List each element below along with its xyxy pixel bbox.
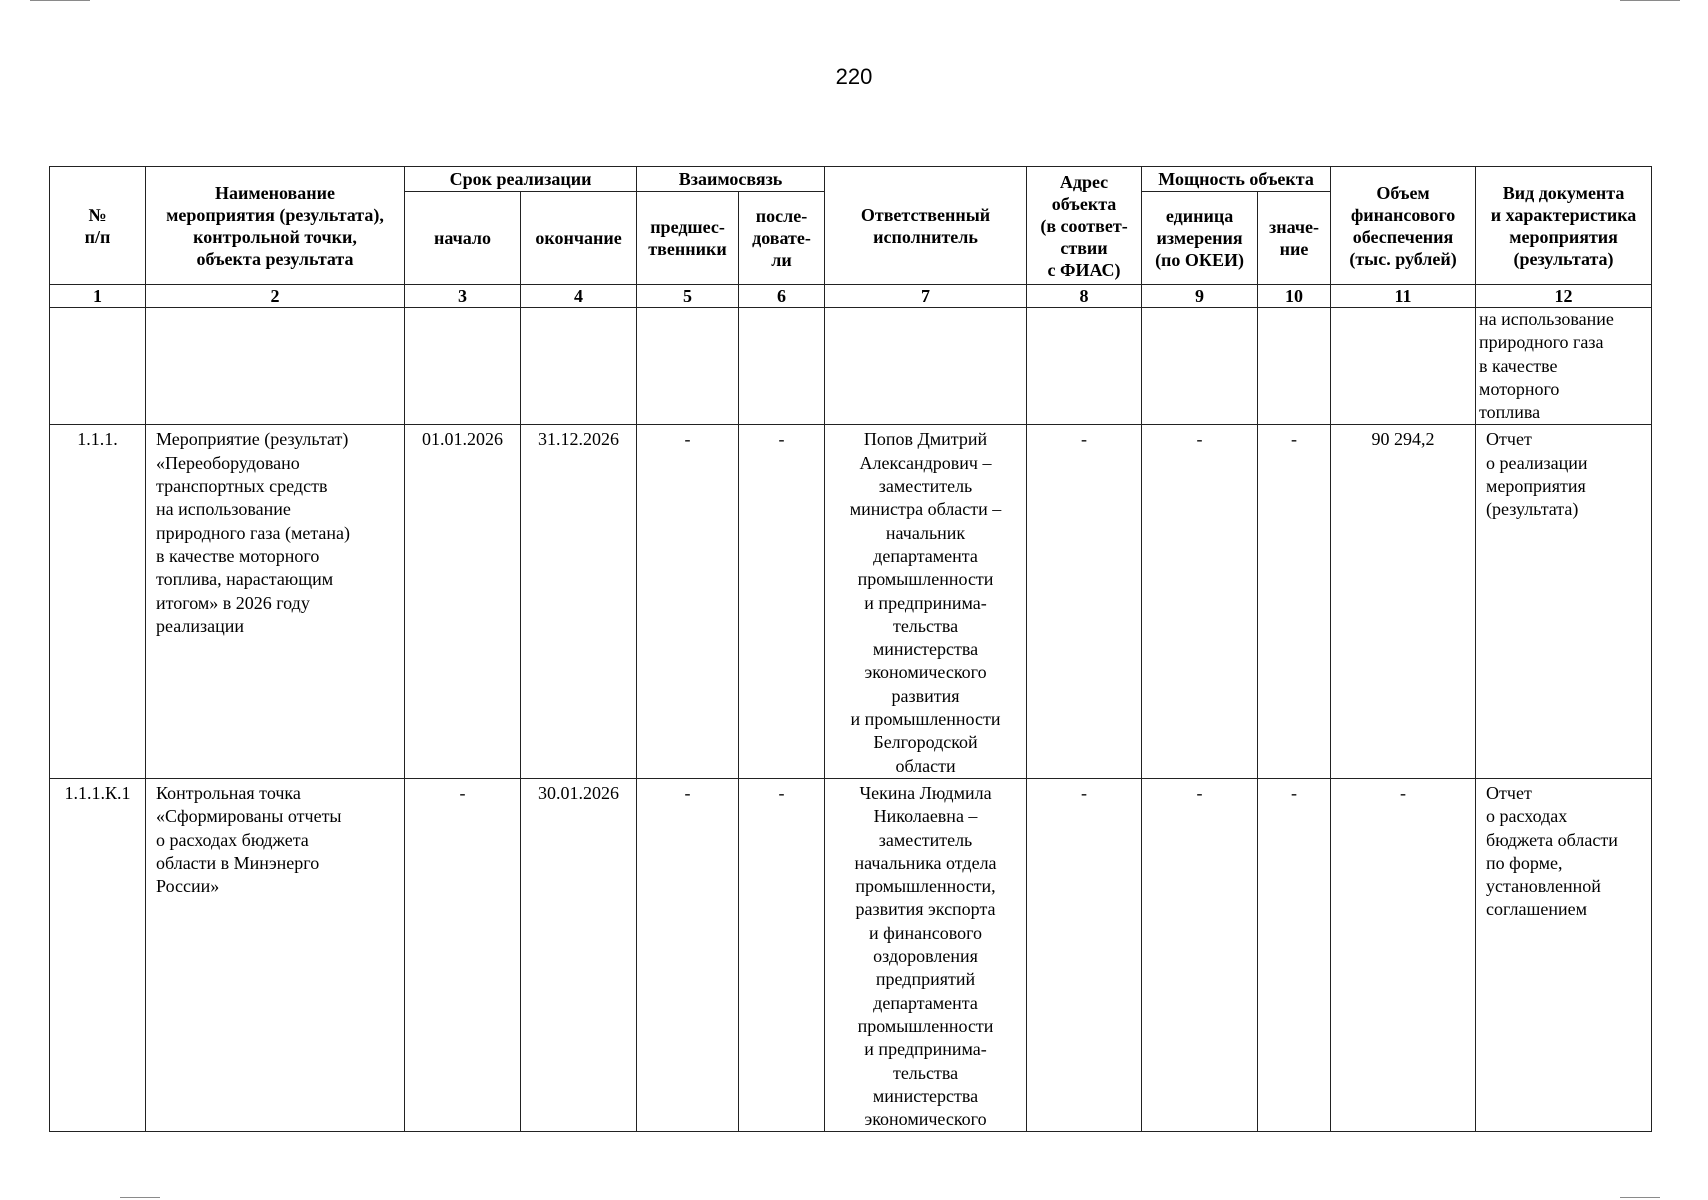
cell-finance: - — [1331, 778, 1476, 1131]
header-address: Адрес объекта (в соответ- ствии с ФИАС) — [1027, 167, 1142, 285]
cell-num — [50, 308, 146, 425]
column-number: 9 — [1142, 285, 1258, 308]
cell-successors — [739, 308, 825, 425]
scan-mark-top-right — [1620, 0, 1680, 1]
cell-finance: 90 294,2 — [1331, 425, 1476, 778]
column-number: 6 — [739, 285, 825, 308]
cell-address: - — [1027, 778, 1142, 1131]
cell-unit: - — [1142, 425, 1258, 778]
table-row — [50, 778, 1652, 1131]
header-predecessors: предшес- твенники — [637, 192, 739, 285]
cell-end: 31.12.2026 — [521, 425, 637, 778]
cell-responsible — [825, 308, 1027, 425]
header-row-groups — [50, 167, 1652, 192]
header-start: начало — [405, 192, 521, 285]
cell-end — [521, 308, 637, 425]
header-end: окончание — [521, 192, 637, 285]
cell-predecessors: - — [637, 425, 739, 778]
column-number-row — [50, 285, 1652, 308]
column-number: 7 — [825, 285, 1027, 308]
header-finance: Объем финансового обеспечения (тыс. рублей) — [1331, 167, 1476, 285]
cell-name: Контрольная точка «Сформированы отчеты о расходах бюджета области в Минэнерго России» — [146, 778, 405, 1131]
header-unit: единица измерения (по ОКЕИ) — [1142, 192, 1258, 285]
cell-unit: - — [1142, 778, 1258, 1131]
column-number: 1 — [50, 285, 146, 308]
cell-unit — [1142, 308, 1258, 425]
header-period-group: Срок реализации — [405, 167, 637, 192]
cell-value — [1258, 308, 1331, 425]
header-successors: после- довате- ли — [739, 192, 825, 285]
column-number: 5 — [637, 285, 739, 308]
cell-doc: Отчет о реализации мероприятия (результата) — [1476, 425, 1652, 778]
header-doc-type: Вид документа и характеристика мероприятия (результата) — [1476, 167, 1652, 285]
cell-start: 01.01.2026 — [405, 425, 521, 778]
cell-finance — [1331, 308, 1476, 425]
cell-predecessors — [637, 308, 739, 425]
page-number: 220 — [835, 64, 873, 89]
header-capacity-group: Мощность объекта — [1142, 167, 1331, 192]
column-number: 11 — [1331, 285, 1476, 308]
table-row-continuation — [50, 308, 1652, 425]
header-name: Наименование мероприятия (результата), контрольной точки, объекта результата — [146, 167, 405, 285]
header-responsible: Ответственный исполнитель — [825, 167, 1027, 285]
plan-table — [49, 166, 1652, 1132]
cell-name — [146, 308, 405, 425]
cell-start — [405, 308, 521, 425]
cell-name: Мероприятие (результат) «Переоборудовано транспортных средств на использование природного газа (метана) в качестве моторного топлива, нарастающим итогом» в 2026 году реализации — [146, 425, 405, 778]
cell-value: - — [1258, 425, 1331, 778]
cell-responsible: Попов Дмитрий Александрович – заместитель министра области – начальник департамента промышленности и предпринима- тельства министерства экономического развития и промышленности Белгородской области — [825, 425, 1027, 778]
cell-value: - — [1258, 778, 1331, 1131]
table-row — [50, 425, 1652, 778]
column-number: 2 — [146, 285, 405, 308]
cell-address: - — [1027, 425, 1142, 778]
column-number: 8 — [1027, 285, 1142, 308]
cell-responsible: Чекина Людмила Николаевна – заместитель начальника отдела промышленности, развития экспорта и финансового оздоровления предприятий департамента промышленности и предпринима- тельства министерства экономического — [825, 778, 1027, 1131]
scan-mark-bottom-right — [1620, 1197, 1660, 1198]
cell-end: 30.01.2026 — [521, 778, 637, 1131]
column-number: 3 — [405, 285, 521, 308]
column-number: 10 — [1258, 285, 1331, 308]
cell-num: 1.1.1. — [50, 425, 146, 778]
cell-successors: - — [739, 778, 825, 1131]
cell-predecessors: - — [637, 778, 739, 1131]
cell-address — [1027, 308, 1142, 425]
cell-doc: на использование природного газа в качестве моторного топлива — [1476, 308, 1652, 425]
cell-num: 1.1.1.К.1 — [50, 778, 146, 1131]
column-number: 12 — [1476, 285, 1652, 308]
header-value: значе- ние — [1258, 192, 1331, 285]
header-link-group: Взаимосвязь — [637, 167, 825, 192]
header-num: № п/п — [50, 167, 146, 285]
scan-mark-bottom-left — [120, 1197, 160, 1198]
cell-successors: - — [739, 425, 825, 778]
scan-mark-top-left — [30, 0, 90, 1]
cell-start: - — [405, 778, 521, 1131]
column-number: 4 — [521, 285, 637, 308]
cell-doc: Отчет о расходах бюджета области по форме, установленной соглашением — [1476, 778, 1652, 1131]
